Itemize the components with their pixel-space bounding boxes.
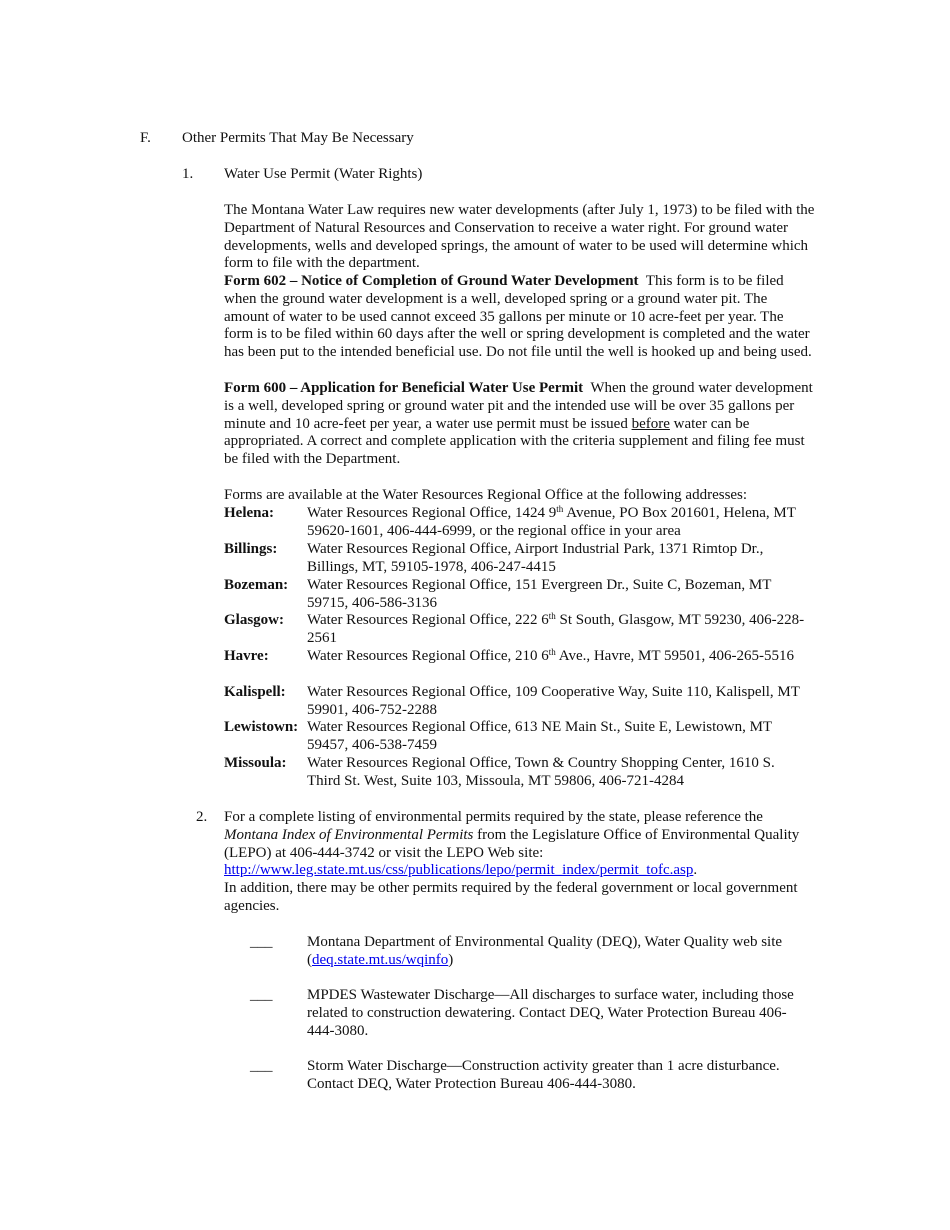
item-2-number: 2. (196, 809, 208, 825)
mpdes-item: MPDES Wastewater Discharge—All discharges to surface water, including those related to construction dewatering. Contact DEQ, Water Protection Bureau 406-444-3080. (307, 987, 794, 1039)
forms-intro: Forms are available at the Water Resources Regional Office at the following addresses: (224, 487, 748, 503)
office-address: Water Resources Regional Office, Airport Industrial Park, 1371 Rimtop Dr., Billings, MT, 59105-1978, 406-247-4415 (307, 541, 764, 575)
office-address: Water Resources Regional Office, 1424 9th Avenue, PO Box 201601, Helena, MT 59620-1601, 406-444-6999, or the regional office in your area (307, 504, 796, 539)
deq-item: Montana Department of Environmental Quality (DEQ), Water Quality web site (deq.state.mt.us/wqinfo) (307, 934, 783, 968)
office-address: Water Resources Regional Office, 613 NE Main St., Suite E, Lewistown, MT 59457, 406-538-7459 (307, 719, 772, 753)
item-1-title: Water Use Permit (Water Rights) (224, 166, 423, 182)
deq-link[interactable]: deq.state.mt.us/wqinfo (312, 951, 449, 968)
office-city: Lewistown: (224, 719, 299, 735)
item-1-number: 1. (182, 166, 194, 182)
office-address: Water Resources Regional Office, Town & Country Shopping Center, 1610 S. Third St. West, Suite 103, Missoula, MT 59806, 406-721-4284 (307, 755, 775, 789)
form-602-paragraph (224, 273, 816, 362)
office-city: Havre: (224, 648, 269, 664)
office-city: Billings: (224, 541, 278, 557)
checkbox-blank-mpdes: ___ (250, 987, 273, 1003)
form-602-text: This form is to be filed when the ground water development is a well, developed spring or a ground water pit. The amount of water to be used cannot exceed 35 gallons per minute or 10 acre-feet per year. The form is to be filed within 60 days after the well or spring development is completed and the water has been put to the intended beneficial use. Do not file until the well is hooked up and being used. (224, 273, 812, 361)
lepo-link[interactable]: http://www.leg.state.mt.us/css/publications/lepo/permit_index/permit_tofc.asp (224, 862, 694, 879)
office-address: Water Resources Regional Office, 109 Cooperative Way, Suite 110, Kalispell, MT 59901, 406-752-2288 (307, 684, 800, 718)
item-2-paragraph: For a complete listing of environmental permits required by the state, please reference the Montana Index of Environmental Permits from the Legislature Office of Environmental Quality (LEPO) at 406-444-3742 or visit the LEPO Web site: http://www.leg.state.mt.us/css/publications/lepo/permit_index/permit_tofc.asp. In addition, there may be other permits required by the federal government or local government agencies. (224, 809, 800, 914)
item-2-addition: In addition, there may be other permits required by the federal government or local government agencies. (224, 880, 798, 914)
office-city: Missoula: (224, 755, 287, 771)
office-address: Water Resources Regional Office, 151 Evergreen Dr., Suite C, Bozeman, MT 59715, 406-586-3136 (307, 577, 772, 611)
form-600-title: Form 600 – Application for Beneficial Water Use Permit (224, 380, 584, 396)
section-title: Other Permits That May Be Necessary (182, 130, 414, 146)
office-city: Helena: (224, 505, 274, 521)
office-city: Glasgow: (224, 612, 284, 628)
water-law-intro: The Montana Water Law requires new water developments (after July 1, 1973) to be filed with the Department of Natural Resources and Conservation to receive a water right. For ground water developments, wells and developed springs, the amount of water to be used will determine which form to file with the department. (224, 202, 815, 272)
office-city: Bozeman: (224, 577, 289, 593)
form-600-text-b: water can be appropriated. A correct and complete application with the criteria supplement and filing fee must be filed with the Department. (224, 415, 805, 468)
office-address: Water Resources Regional Office, 222 6th St South, Glasgow, MT 59230, 406-228-2561 (307, 611, 805, 646)
section-letter: F. (140, 130, 151, 146)
checkbox-blank-storm: ___ (250, 1058, 273, 1074)
checkbox-blank-deq: ___ (250, 934, 273, 950)
form-600-before: before (631, 415, 670, 432)
index-title: Montana Index of Environmental Permits (224, 826, 474, 843)
form-602-title: Form 602 – Notice of Completion of Ground Water Development (224, 273, 639, 289)
storm-water-item: Storm Water Discharge—Construction activity greater than 1 acre disturbance. Contact DEQ, Water Protection Bureau 406-444-3080. (307, 1058, 780, 1092)
form-600-paragraph (224, 380, 816, 469)
office-city: Kalispell: (224, 684, 286, 700)
office-address: Water Resources Regional Office, 210 6th Ave., Havre, MT 59501, 406-265-5516 (307, 647, 794, 664)
form-600-text-a: When the ground water development is a well, developed spring or ground water pit and the intended use will be over 35 gallons per minute and 10 acre-feet per year, a water use permit must be issued (224, 380, 813, 432)
